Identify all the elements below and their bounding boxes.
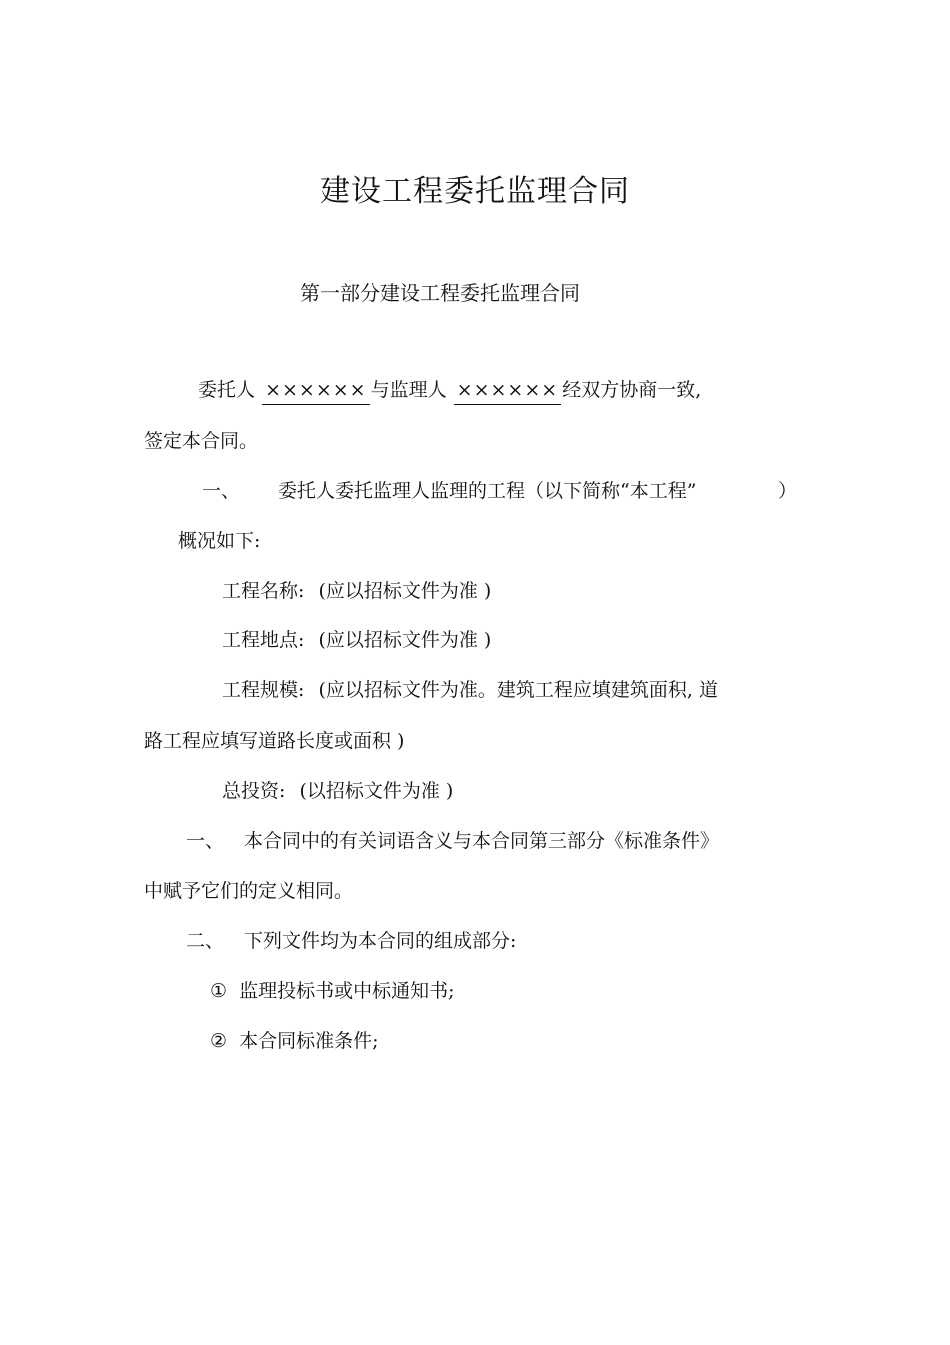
investment-row: [222, 779, 453, 803]
clause3-text: 下列文件均为本合同的组成部分:: [244, 930, 517, 952]
document-title: 建设工程委托监理合同: [320, 174, 630, 209]
clause2-text: 本合同中的有关词语含义与本合同第三部分《标准条件》: [244, 830, 720, 852]
project-name-value: (应以招标文件为准 ): [318, 580, 492, 602]
client-value-field: ××××××: [262, 378, 370, 405]
document-list-item: [210, 979, 455, 1003]
supervisor-label: 与监理人: [370, 379, 447, 401]
project-location-label: 工程地点:: [222, 629, 305, 651]
investment-value: (以招标文件为准 ): [299, 780, 454, 802]
list-item-text: 本合同标准条件;: [239, 1030, 379, 1052]
clause1-number: 一、: [202, 480, 241, 502]
part-heading: 第一部分建设工程委托监理合同: [300, 281, 580, 305]
project-location-row: [222, 628, 491, 652]
supervisor-value-field: ××××××: [454, 378, 562, 405]
project-scale-label: 工程规模:: [222, 679, 305, 701]
agreement-text: 经双方协商一致,: [562, 379, 702, 401]
clause1-continuation: 概况如下:: [178, 530, 261, 552]
clause2-number: 一、: [186, 830, 225, 852]
conclude-text: 签定本合同。: [144, 430, 259, 452]
document-list-item: [210, 1029, 379, 1053]
project-scale-row: [222, 678, 718, 702]
project-name-row: [222, 579, 491, 603]
list-item-text: 监理投标书或中标通知书;: [239, 980, 455, 1002]
clause3-number: 二、: [186, 930, 225, 952]
clause1-text: 委托人委托监理人监理的工程（以下简称“本工程”: [278, 480, 697, 502]
client-label: 委托人: [198, 379, 256, 401]
project-scale-value: (应以招标文件为准。建筑工程应填建筑面积, 道: [318, 679, 718, 701]
intro-line: [198, 378, 701, 405]
list-marker: ②: [210, 1030, 228, 1052]
investment-label: 总投资:: [222, 780, 286, 802]
clause2-continuation: 中赋予它们的定义相同。: [144, 880, 354, 902]
list-marker: ①: [210, 980, 228, 1002]
clause1-close-paren: ）: [778, 480, 798, 502]
project-scale-continuation: 路工程应填写道路长度或面积 ): [144, 730, 405, 752]
project-location-value: (应以招标文件为准 ): [318, 629, 492, 651]
project-name-label: 工程名称:: [222, 580, 305, 602]
